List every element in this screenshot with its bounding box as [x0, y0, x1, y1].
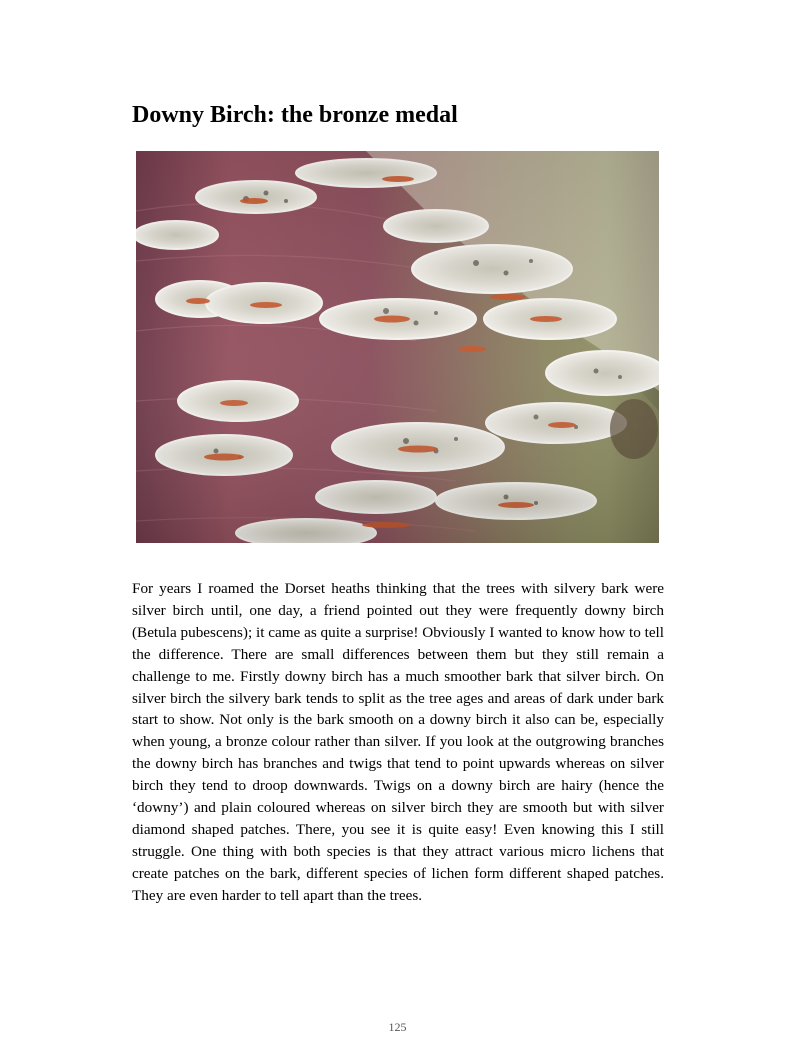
page-title: Downy Birch: the bronze medal	[132, 102, 458, 128]
birch-bark-photo	[136, 151, 659, 543]
page-number: 125	[388, 1020, 407, 1034]
bark-image	[136, 151, 659, 543]
body-paragraph: For years I roamed the Dorset heaths thinking that the trees with silvery bark were silver birch until, one day, a friend pointed out they were frequently downy birch (Betula pubescens); it came as quite a surprise! Obviously I wanted to know how to tell the difference. There are small differences between them but they still remain a challenge to me. Firstly downy birch has a much smoother bark that silver birch. On silver birch the silvery bark tends to split as the tree ages and areas of dark under bark start to show. Not only is the bark smooth on a downy birch it also can be, especially when young, a bronze colour rather than silver. If you look at the outgrowing branches the downy birch has branches and twigs that tend to point upwards whereas on silver birch they tend to droop downwards. Twigs on a downy birch are hairy (hence the ‘downy’) and plain coloured whereas on silver birch they are smooth but with silver diamond shaped patches. There, you see it is quite easy! Even knowing this I still struggle. One thing with both species is that they attract various micro lichens that create patches on the bark, different species of lichen form different shaped patches. They are even harder to tell apart than the trees.	[132, 580, 664, 904]
